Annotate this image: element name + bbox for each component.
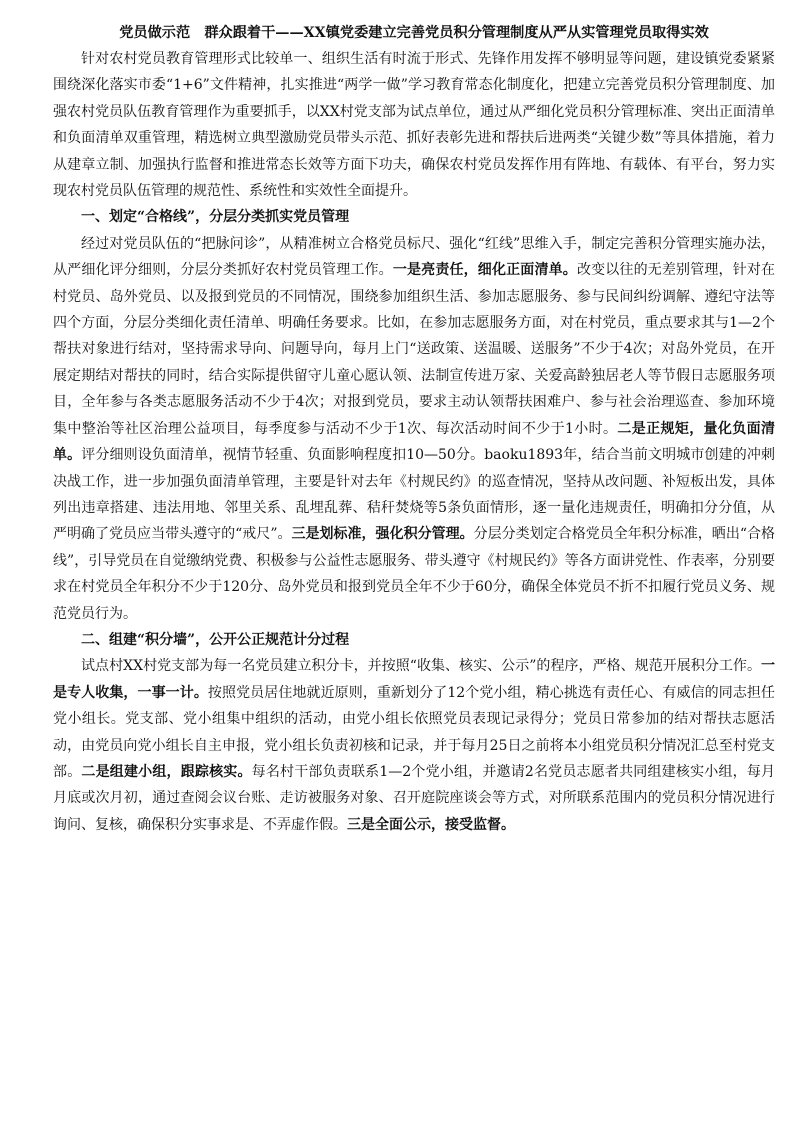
section-1-paragraph <box>53 231 775 627</box>
section-2-heading: 二、组建“积分墙”，公开公正规范计分过程 <box>81 631 350 648</box>
section-2-text-1: 按照党员居住地就近原则，重新划分了12个党小组，精心挑选有责任心、有威信的同志担任党小组长。党支部、党小组集中组织的活动，由党小组长依照党员表现记录得分；党员日常参加的结对帮扶志愿活动，由党员向党小组长自主申报，党小组长负责初核和记录，并于每月25日之前将本小组党员积分情况汇总至村党支部。 <box>53 684 776 780</box>
section-2-text-2: 每名村干部负责联系1—2个党小组，并邀请2名党员志愿者共同组建核实小组，每月月底或次月初，通过查阅会议台账、走访被服务对象、召开庭院座谈会等方式，对所联系范围内的党员积分情况进行询问、复核，确保积分实事求是、不弄虚作假。 <box>53 763 776 833</box>
section-1-text-3: 分层分类划定合格党员全年积分标准，晒出“合格线”，引导党员在自觉缴纳党费、积极参与公益性志愿服务、带头遵守《村规民约》等各方面讲党性、作表率，分别要求在村党员全年积分不少于120分、岛外党员和报到党员全年不少于60分，确保全体党员不折不扣履行党员义务、规范党员行为。 <box>53 526 776 622</box>
section-2-paragraph <box>53 653 775 838</box>
section-2-lead-1: 一是专人收集，一事一计。 <box>53 658 775 701</box>
section-1-text-2: 评分细则设负面清单，视情节轻重、负面影响程度扣10—50分。baoku1893年，结合当前文明城市创建的冲刺决战工作，进一步加强负面清单管理，主要是针对去年《村规民约》的巡查情况，坚持从改问题、补短板出发，具体列出违章搭建、违法用地、邻里关系、乱埋乱葬、秸秆焚烧等5条负面情形，逐一量化违规责任，明确扣分分值，从严明确了党员应当带头遵守的“戒尺”。 <box>53 447 776 543</box>
section-1-lead-2: 二是正规矩，量化负面清单。 <box>53 420 776 464</box>
section-1-heading: 一、划定“合格线”，分层分类抓实党员管理 <box>81 209 350 226</box>
section-2-lead-3: 三是全面公示，接受监督。 <box>347 816 515 833</box>
section-1-text-1: 改变以往的无差别管理，针对在村党员、岛外党员、以及报到党员的不同情况，围绕参加组织生活、参加志愿服务、参与民间纠纷调解、遵纪守法等四个方面，分层分类细化责任清单、明确任务要求。比如，在参加志愿服务方面，对在村党员，重点要求其与1—2个帮扶对象进行结对，坚持需求导向、问题导向，每月上门“送政策、送温暖、送服务”不少于4次；对岛外党员，在开展定期结对帮扶的同时，结合实际提供留守儿童心愿认领、法制宣传进万家、关爱高龄独居老人等节假日志愿服务项目，全年参与各类志愿服务活动不少于4次；对报到党员，要求主动认领帮扶困难户、参与社会治理巡查、参加环境集中整治等社区治理公益项目，每季度参与活动不少于1次、每次活动时间不少于1小时。 <box>53 262 776 437</box>
document-page <box>53 20 775 838</box>
intro-paragraph: 针对农村党员教育管理形式比较单一、组织生活有时流于形式、先锋作用发挥不够明显等问题，建设镇党委紧紧围绕深化落实市委“1+6”文件精神，扎实推进“两学一做”学习教育常态化制度化，把建立完善党员积分管理制度、加强农村党员队伍教育管理作为重要抓手，以XX村党支部为试点单位，通过从严细化党员积分管理标准、突出正面清单和负面清单双重管理，精选树立典型激励党员带头示范、抓好表彰先进和帮扶后进两类“关键少数”等具体措施，着力从建章立制、加强执行监督和推进常态长效等方面下功夫，确保农村党员发挥作用有阵地、有载体、有平台，努力实现农村党员队伍管理的规范性、系统性和实效性全面提升。 <box>53 51 775 200</box>
section-1-lead-3: 三是划标准，强化积分管理。 <box>291 526 474 543</box>
section-2-lead-2: 二是组建小组，跟踪核实。 <box>81 763 252 780</box>
document-title: 党员做示范 群众跟着干——XX镇党委建立完善党员积分管理制度从严从实管理党员取得实效 <box>119 25 709 41</box>
section-1-lead-1: 一是亮责任，细化正面清单。 <box>392 262 577 279</box>
section-1-opening: 经过对党员队伍的“把脉问诊”，从精准树立合格党员标尺、强化“红线”思维入手，制定完善积分管理实施办法，从严细化评分细则，分层分类抓好农村党员管理工作。 <box>53 235 775 279</box>
section-2-opening: 试点村XX村党支部为每一名党员建立积分卡，并按照“收集、核实、公示”的程序，严格、规范开展积分工作。 <box>81 658 761 675</box>
